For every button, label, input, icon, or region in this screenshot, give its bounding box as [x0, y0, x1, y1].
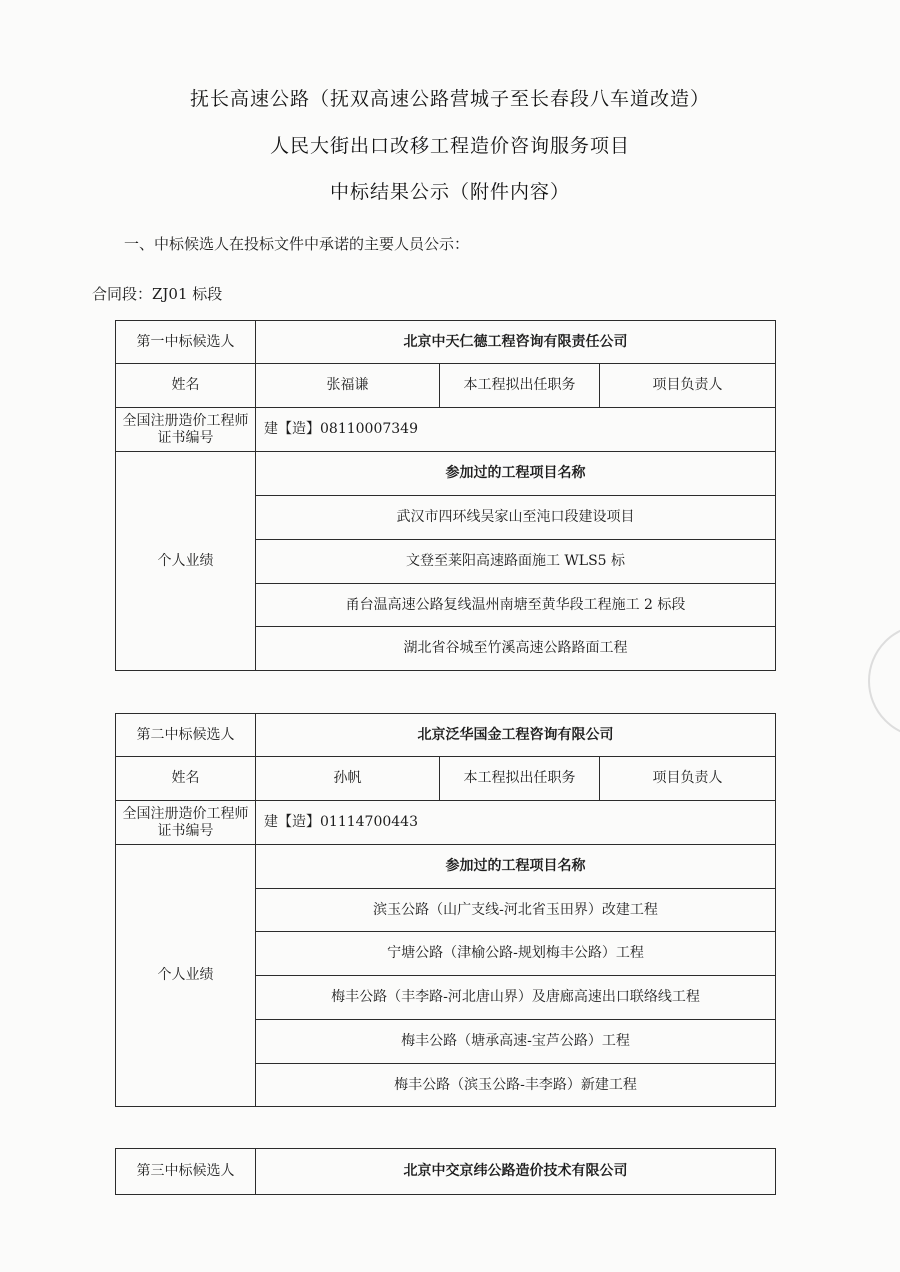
document-title-line-1: 抚长高速公路（抚双高速公路营城子至长春段八车道改造） [189, 88, 710, 110]
cert-label: 全国注册造价工程师证书编号 [116, 801, 256, 845]
document-title-line-3: 中标结果公示（附件内容） [329, 181, 570, 203]
position-label: 本工程拟出任职务 [440, 364, 600, 408]
position-value: 项目负责人 [600, 364, 776, 408]
candidate-header-row [116, 1149, 776, 1195]
name-label: 姓名 [116, 757, 256, 801]
person-name: 张福谦 [256, 364, 440, 408]
projects-header: 参加过的工程项目名称 [256, 452, 776, 496]
project-name: 梅丰公路（滨玉公路-丰李路）新建工程 [256, 1064, 776, 1107]
cert-row [116, 801, 776, 845]
candidate-header-row [116, 714, 776, 757]
person-name: 孙帆 [256, 757, 440, 801]
project-name: 滨玉公路（山广支线-河北省玉田界）改建工程 [256, 889, 776, 932]
candidate-table-2 [115, 713, 776, 1107]
project-name: 梅丰公路（丰李路-河北唐山界）及唐廊高速出口联络线工程 [256, 976, 776, 1020]
company-name: 北京中交京纬公路造价技术有限公司 [256, 1149, 776, 1195]
performance-label: 个人业绩 [116, 845, 256, 1107]
project-name: 湖北省谷城至竹溪高速公路路面工程 [256, 627, 776, 671]
cert-number: 建【造】08110007349 [256, 408, 776, 452]
seal-stamp-edge [868, 624, 900, 738]
projects-header: 参加过的工程项目名称 [256, 845, 776, 889]
project-name: 甬台温高速公路复线温州南塘至黄华段工程施工 2 标段 [256, 584, 776, 627]
project-name: 宁塘公路（津榆公路-规划梅丰公路）工程 [256, 932, 776, 976]
project-name: 梅丰公路（塘承高速-宝芦公路）工程 [256, 1020, 776, 1064]
candidate-header-row [116, 321, 776, 364]
name-label: 姓名 [116, 364, 256, 408]
position-label: 本工程拟出任职务 [440, 757, 600, 801]
cert-label: 全国注册造价工程师证书编号 [116, 408, 256, 452]
section-heading: 一、中标候选人在投标文件中承诺的主要人员公示： [124, 235, 470, 253]
position-value: 项目负责人 [600, 757, 776, 801]
contract-section-label: 合同段：ZJ01 标段 [92, 285, 223, 303]
company-name: 北京泛华国金工程咨询有限公司 [256, 714, 776, 757]
projects-header-row [116, 452, 776, 496]
candidate-rank-label: 第三中标候选人 [116, 1149, 256, 1195]
candidate-rank-label: 第一中标候选人 [116, 321, 256, 364]
cert-row [116, 408, 776, 452]
candidate-table-1 [115, 320, 776, 671]
performance-label: 个人业绩 [116, 452, 256, 671]
candidate-table-3 [115, 1148, 776, 1195]
project-name: 武汉市四环线吴家山至沌口段建设项目 [256, 496, 776, 540]
company-name: 北京中天仁德工程咨询有限责任公司 [256, 321, 776, 364]
projects-header-row [116, 845, 776, 889]
cert-number: 建【造】01114700443 [256, 801, 776, 845]
document-title-line-2: 人民大街出口改移工程造价咨询服务项目 [269, 135, 630, 157]
project-name: 文登至莱阳高速路面施工 WLS5 标 [256, 540, 776, 584]
candidate-rank-label: 第二中标候选人 [116, 714, 256, 757]
person-row [116, 757, 776, 801]
person-row [116, 364, 776, 408]
